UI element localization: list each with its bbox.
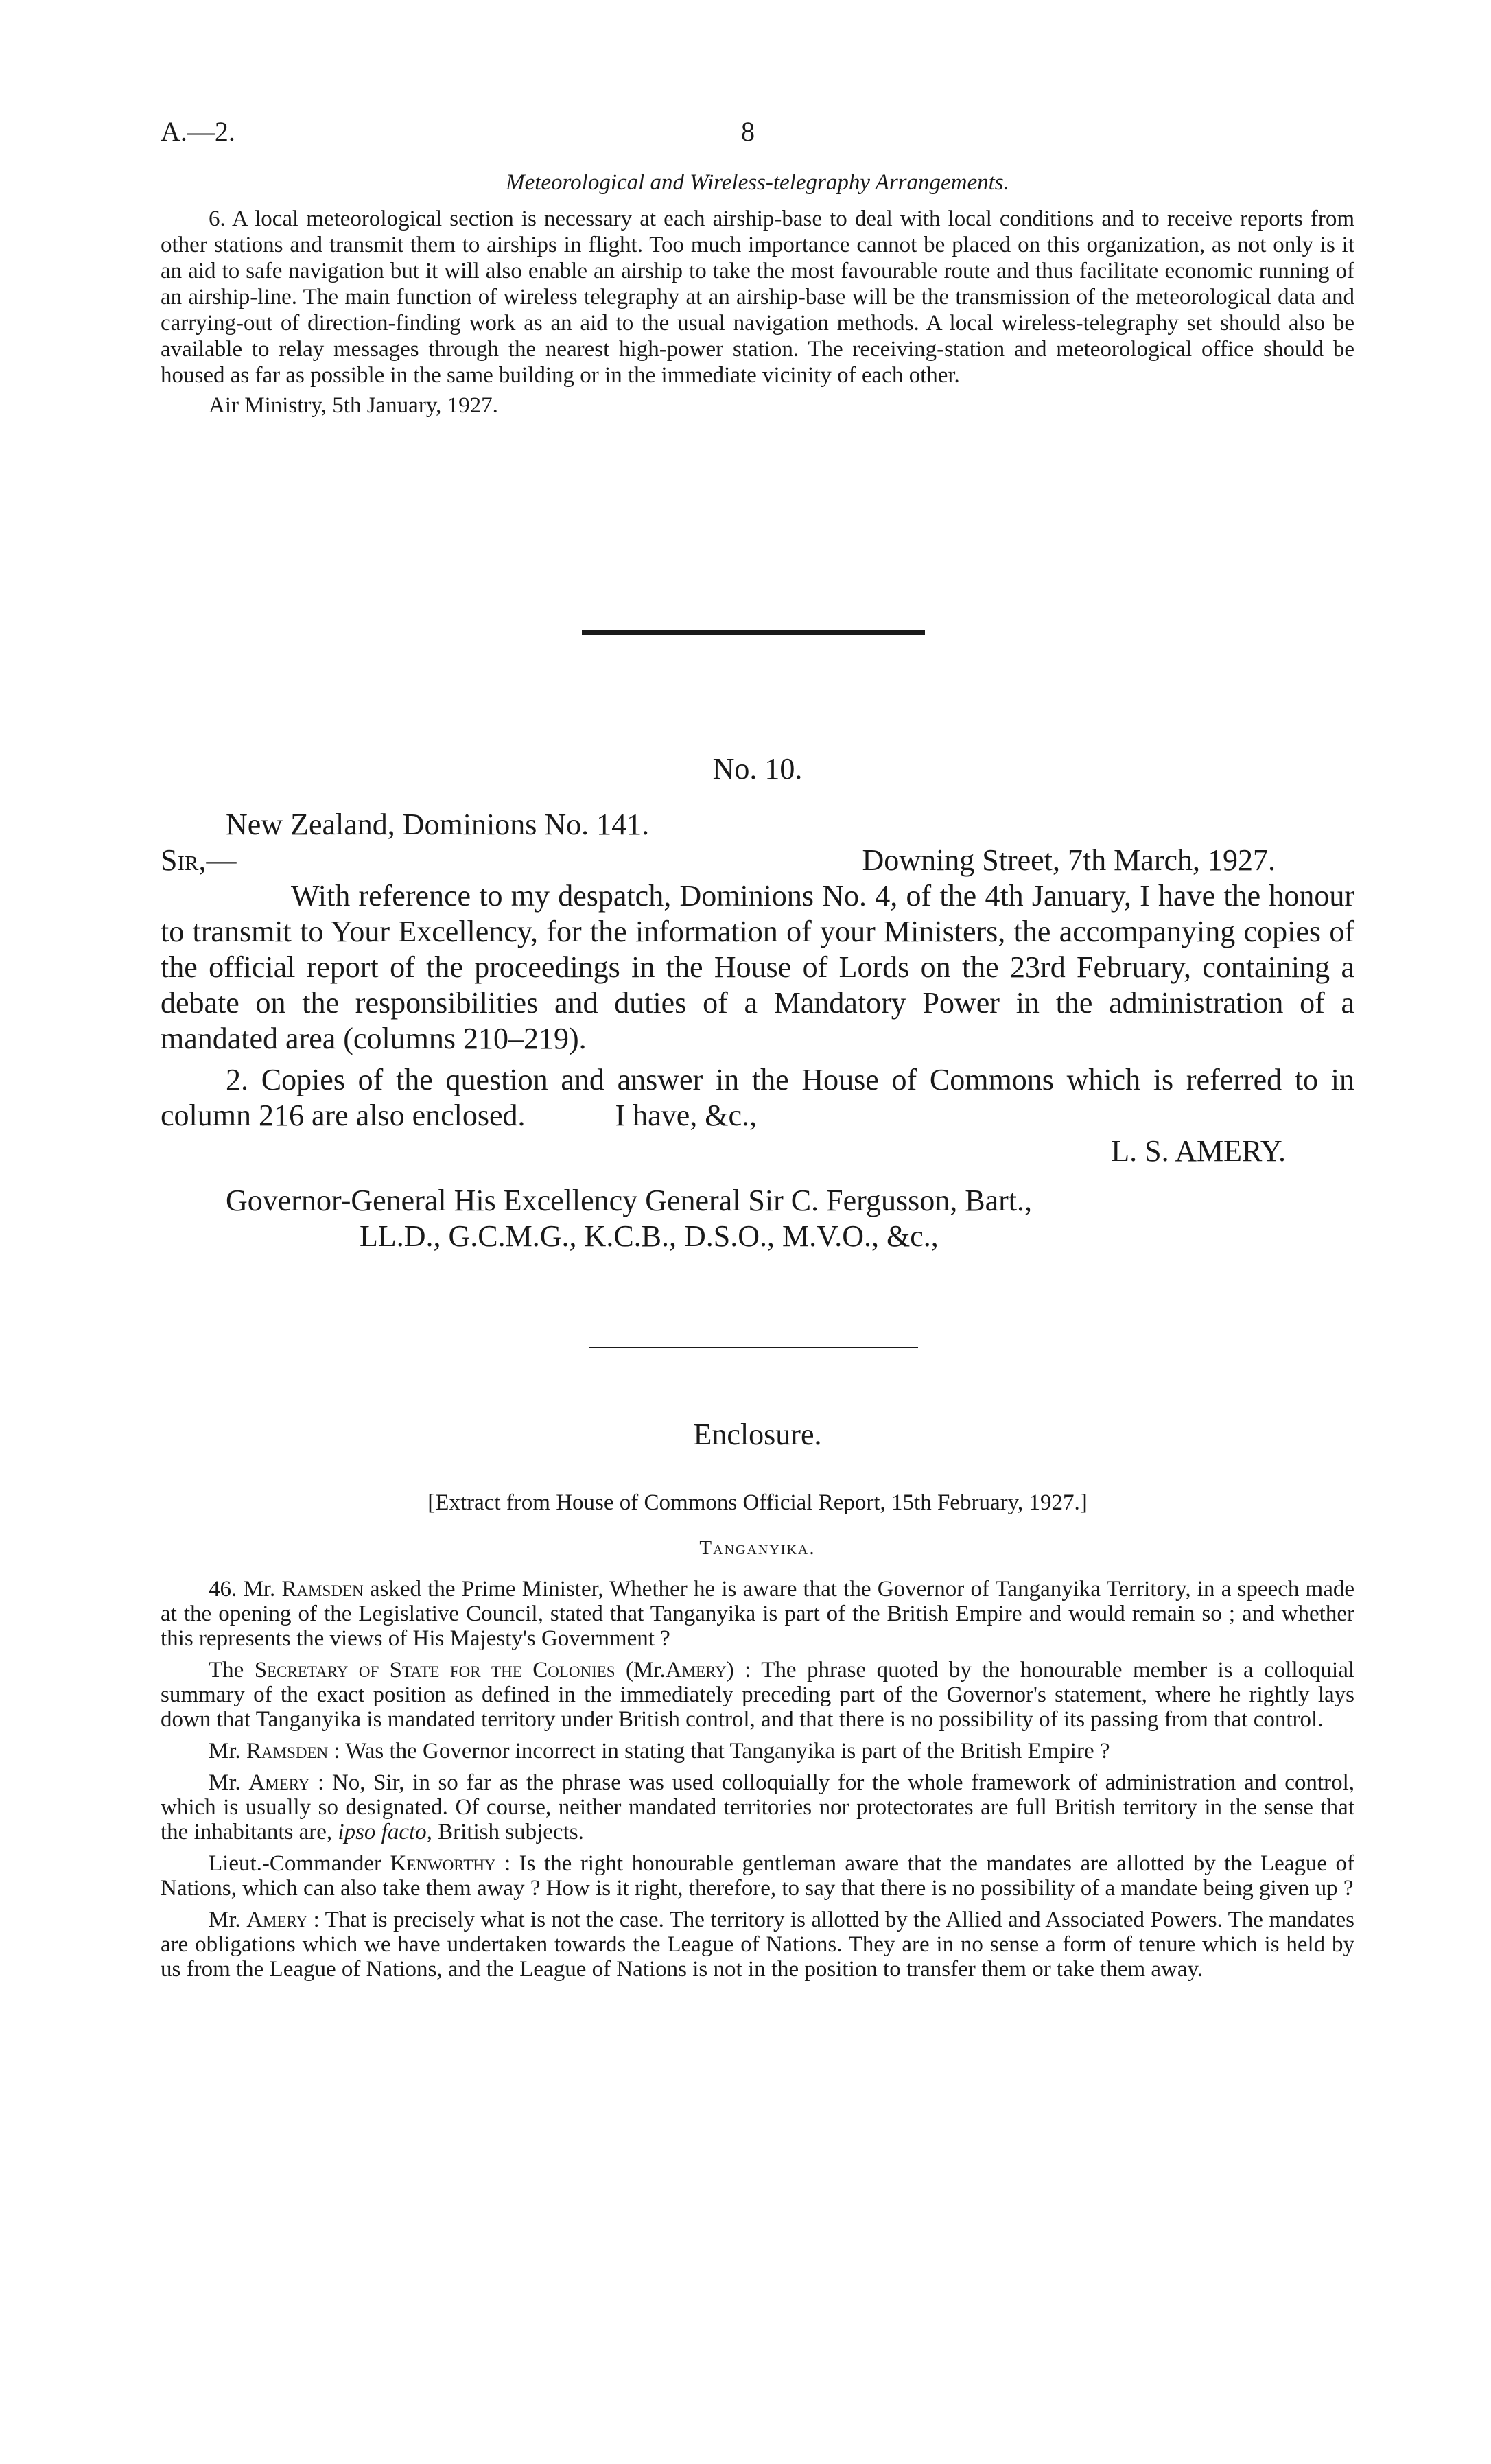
- answer-3: Mr. Amery : That is precisely what is not the case. The territory is allotted by the Allied and Associated Powers. The mandates are obligations which we have undertaken towards the League of Nations. They are in no sense a form of tenure which is held by us from the League of Nations, and the League of Nations is not in the position to transfer them or take them away.: [161, 1908, 1354, 1982]
- despatch-body: [161, 807, 1354, 1254]
- meteorology-section: [161, 206, 1354, 419]
- despatch-paragraph-1: With reference to my despatch, Dominions No. 4, of the 4th January, I have the honour to transmit to Your Excellency, for the information of your Ministers, the accompanying copies of the official report of the proceedings in the House of Lords on the 23rd February, containing a debate on the responsibilities and duties of a Mandatory Power in the administration of a mandated area (columns 210–219).: [161, 879, 1354, 1055]
- place-date: Downing Street, 7th March, 1927.: [862, 843, 1276, 877]
- enclosure-heading: Enclosure.: [693, 1418, 822, 1451]
- section-title: Meteorological and Wireless-telegraphy Arrangements.: [506, 170, 1009, 195]
- question-1: 46. Mr. Ramsden asked the Prime Minister, Whether he is aware that the Governor of Tanganyika Territory, in a speech made at the opening of the Legislative Council, stated that Tanganyika is part of the British Empire and would remain so ; and whether this represents the views of His Majesty's Government ?: [161, 1577, 1355, 1651]
- document-reference: A.—2.: [161, 116, 235, 147]
- speaker-name: Amery: [248, 1770, 310, 1795]
- salutation: Sir,—: [161, 843, 237, 877]
- speaker-name: Ramsden: [246, 1739, 329, 1763]
- subject-heading: Tanganyika.: [699, 1537, 816, 1559]
- addressee-line-1: Governor-General His Excellency General Sir C. Fergusson, Bart.,: [226, 1184, 1032, 1217]
- page-number: 8: [741, 116, 755, 147]
- speaker-name: Secretary of State for the Colonies: [254, 1658, 615, 1682]
- enclosure-divider: [589, 1347, 918, 1348]
- speaker-name: Ramsden: [281, 1577, 364, 1601]
- parliamentary-exchange: [161, 1577, 1354, 1988]
- closing: I have, &c.,: [615, 1099, 757, 1132]
- question-3: Lieut.-Commander Kenworthy : Is the right honourable gentleman aware that the mandates are allotted by the League of Nations, which can also take them away ? How is it right, therefore, to say that there is no possibility of a mandate being given up ?: [161, 1851, 1355, 1901]
- meteorology-paragraph: 6. A local meteorological section is necessary at each airship-base to deal with local conditions and to receive reports from other stations and transmit them to airships in flight. Too much importance cannot be placed on this organization, as not only is it an aid to safe navigation but it will also enable an airship to take the most favourable route and thus facilitate economic running of an airship-line. The main function of wireless telegraphy at an airship-base will be the transmission of the meteorological data and carrying-out of direction-finding work as an aid to the usual navigation methods. A local wireless-telegraphy set should also be available to relay messages through the nearest high-power station. The receiving-station and meteorological office should be housed as far as possible in the same building or in the immediate vicinity of each other.: [161, 207, 1354, 388]
- despatch-paragraph-2-text: 2. Copies of the question and answer in the House of Commons which is referred to in column 216 are also enclosed.: [161, 1063, 1354, 1132]
- despatch-reference: New Zealand, Dominions No. 141.: [226, 808, 650, 841]
- extract-heading: [Extract from House of Commons Official Report, 15th February, 1927.]: [427, 1490, 1088, 1515]
- air-ministry-signoff: Air Ministry, 5th January, 1927.: [209, 393, 498, 418]
- speaker-name: Amery: [246, 1908, 308, 1932]
- despatch-number: No. 10.: [712, 752, 803, 786]
- section-divider: [582, 630, 925, 635]
- despatch-paragraph-2: [161, 1062, 1354, 1134]
- question-2: Mr. Ramsden : Was the Governor incorrect in stating that Tanganyika is part of the British Empire ?: [209, 1739, 1110, 1763]
- addressee-line-2: LL.D., G.C.M.G., K.C.B., D.S.O., M.V.O., &c.,: [360, 1219, 939, 1253]
- speaker-name: Kenworthy: [390, 1851, 496, 1876]
- answer-1: The Secretary of State for the Colonies (Mr.Amery) : The phrase quoted by the honourable member is a colloquial summary of the exact position as defined in the immediately preceding part of the Governor's statement, where he rightly lays down that Tanganyika is mandated territory under British control, and that there is no possibility of its passing from that control.: [161, 1658, 1355, 1732]
- salutation-row: [161, 843, 1354, 878]
- signature: L. S. AMERY.: [1111, 1134, 1286, 1168]
- answer-2: Mr. Amery : No, Sir, in so far as the phrase was used colloquially for the whole framework of administration and control, which is usually so designated. Of course, neither mandated territories nor protectorates are full British territory in the sense that the inhabitants are, ipso facto, British subjects.: [161, 1770, 1355, 1844]
